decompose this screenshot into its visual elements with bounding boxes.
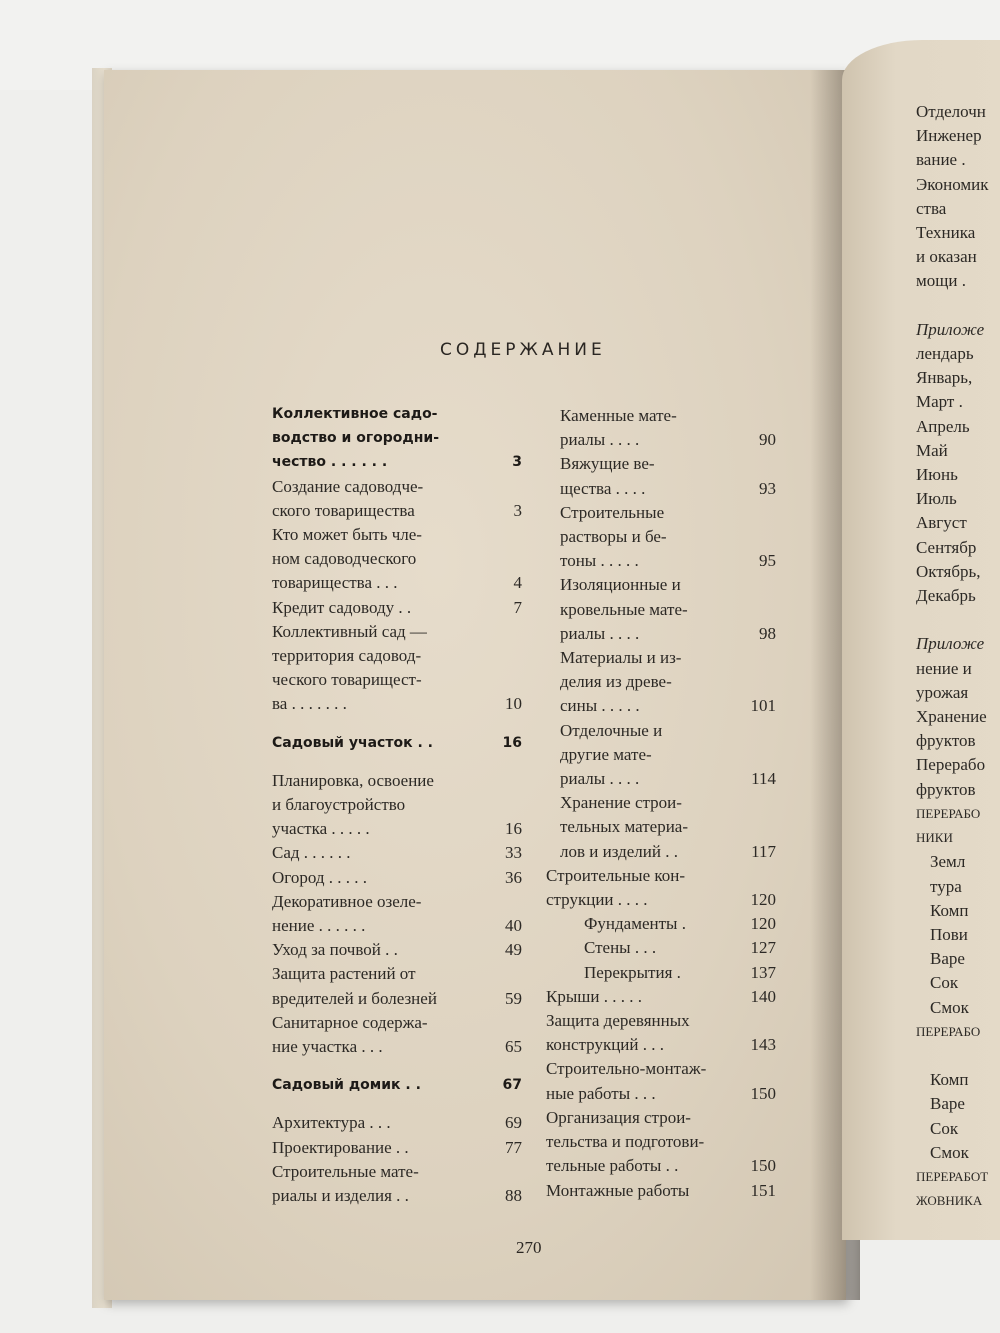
toc-entry-page: 7 (513, 597, 522, 617)
toc-entry-title: ные работы . . . (546, 1083, 656, 1103)
toc-entry (546, 743, 776, 767)
toc-entry (272, 1073, 522, 1097)
toc-entry-page: 16 (502, 734, 522, 751)
toc-entry-title: товарищества . . . (272, 573, 398, 593)
toc-entry-title: Крыши . . . . . (546, 986, 642, 1006)
toc-entry (272, 1136, 522, 1160)
toc-entry (546, 670, 776, 694)
toc-entry-page: 95 (759, 551, 776, 571)
toc-entry (272, 547, 522, 571)
toc-entry-title: территория садовод- (272, 646, 422, 666)
toc-entry-title: растворы и бе- (560, 527, 667, 547)
toc-entry (546, 477, 776, 501)
toc-entry-title: Отделочные и (560, 720, 663, 740)
toc-entry-page: 16 (505, 819, 522, 839)
toc-entry-page: 59 (505, 988, 522, 1008)
right-page-line: мощи . (916, 271, 966, 291)
toc-entry-title: Проектирование . . (272, 1137, 409, 1157)
toc-entry (546, 864, 776, 888)
toc-entry (272, 571, 522, 595)
right-page-line: тура (930, 876, 962, 896)
toc-entry-page: 3 (512, 454, 522, 471)
toc-entry (546, 1154, 776, 1178)
right-page-line: фруктов (916, 731, 976, 751)
toc-entry (272, 1160, 522, 1184)
toc-entry-title: Перекрытия . (584, 962, 681, 982)
right-page-line: и оказан (916, 247, 977, 267)
toc-entry (272, 1011, 522, 1035)
toc-entry (546, 936, 776, 960)
toc-entry-page: 151 (750, 1180, 776, 1200)
toc-entry (272, 1035, 522, 1059)
toc-entry (272, 890, 522, 914)
toc-entry (272, 769, 522, 793)
toc-entry (546, 646, 776, 670)
toc-entry-title: ческого товарищест- (272, 670, 422, 690)
toc-entry (546, 888, 776, 912)
right-page-line (916, 294, 1000, 318)
toc-entry (546, 791, 776, 815)
toc-entry-title: нение . . . . . . (272, 916, 366, 936)
toc-entry-page: 88 (505, 1186, 522, 1206)
right-page-line: урожая (916, 682, 969, 702)
page-heading: СОДЕРЖАНИЕ (440, 340, 606, 360)
toc-entry-title: сины . . . . . (560, 696, 640, 716)
right-page-line: Приложе (916, 634, 985, 654)
toc-entry (272, 475, 522, 499)
right-page-line: Сок (930, 1118, 959, 1138)
toc-entry-title: Защита растений от (272, 964, 416, 984)
toc-entry-page: 101 (750, 696, 776, 716)
right-page-line: вание . (916, 150, 966, 170)
toc-entry-title: участка . . . . . (272, 819, 370, 839)
right-page-line: Земл (930, 852, 966, 872)
toc-entry (546, 573, 776, 597)
toc-entry (546, 1106, 776, 1130)
page-number: 270 (516, 1238, 542, 1257)
toc-entry (546, 598, 776, 622)
toc-entry-page: 93 (759, 478, 776, 498)
right-page-line: Октябрь, (916, 561, 981, 581)
right-page-line: ПЕРЕРАБО (916, 805, 981, 821)
toc-entry-title: другие мате- (560, 744, 652, 764)
toc-entry-title: Коллективное садо- (272, 406, 438, 422)
toc-entry (272, 938, 522, 962)
toc-entry-page: 127 (750, 938, 776, 958)
right-page-line: Комп (930, 1070, 969, 1090)
toc-entry-title: Стены . . . (584, 938, 657, 958)
right-page-line: Приложе (916, 319, 985, 339)
toc-entry (272, 426, 522, 450)
toc-entry-title: Садовый домик . . (272, 1077, 421, 1094)
toc-entry-title: Организация строи- (546, 1107, 691, 1127)
toc-entry-title: Строительные кон- (546, 865, 686, 885)
toc-entry-title: ном садоводческого (272, 549, 417, 569)
toc-entry-page: 150 (750, 1156, 776, 1176)
toc-entry-title: Строительные мате- (272, 1161, 419, 1181)
toc-entry (272, 962, 522, 986)
toc-entry (546, 912, 776, 936)
toc-entry-title: Кредит садоводу . . (272, 597, 412, 617)
toc-entry-title: Фундаменты . (584, 914, 686, 934)
toc-entry-title: Садовый участок . . (272, 734, 433, 751)
toc-entry (272, 668, 522, 692)
toc-entry-title: кровельные мате- (560, 599, 688, 619)
toc-entry (546, 622, 776, 646)
toc-entry-title: ние участка . . . (272, 1037, 383, 1057)
right-page-line: Варе (930, 1094, 965, 1114)
toc-entry-page: 137 (750, 962, 776, 982)
toc-entry (546, 815, 776, 839)
toc-entry-title: ского товарищества (272, 500, 415, 520)
toc-entry (272, 731, 522, 755)
toc-entry-title: и благоустройство (272, 795, 406, 815)
toc-entry-title: Защита деревянных (546, 1011, 690, 1031)
right-page-line: Июль (916, 489, 957, 509)
right-page-line (916, 1044, 1000, 1068)
toc-entry-title: делия из древе- (560, 672, 672, 692)
toc-entry (272, 450, 522, 474)
right-page-line: Варе (930, 949, 965, 969)
toc-entry-page: 4 (513, 573, 522, 593)
toc-entry-title: Декоративное озеле- (272, 891, 422, 911)
toc-entry (272, 692, 522, 716)
toc-entry (272, 596, 522, 620)
toc-entry-title: Планировка, освоение (272, 770, 434, 790)
toc-entry (272, 817, 522, 841)
toc-entry-page: 120 (750, 890, 776, 910)
toc-spacer (272, 1097, 522, 1111)
toc-entry-title: тельства и подготови- (546, 1132, 705, 1152)
toc-entry-title: Коллективный сад — (272, 621, 427, 641)
right-page-line: Перерабо (916, 755, 986, 775)
right-page-line: Техника (916, 223, 976, 243)
toc-entry (272, 620, 522, 644)
right-page-line: фруктов (916, 779, 976, 799)
toc-entry (272, 841, 522, 865)
toc-entry (546, 549, 776, 573)
toc-entry-page: 98 (759, 623, 776, 643)
right-page-line: Отделочн (916, 102, 986, 121)
right-page-line: Комп (930, 900, 969, 920)
right-page-line: Январь, (916, 368, 973, 388)
toc-entry-page: 140 (750, 986, 776, 1006)
toc-entry (546, 1179, 776, 1203)
toc-entry (272, 644, 522, 668)
right-page-line: Март . (916, 392, 963, 412)
right-page-line: Сентябр (916, 537, 977, 557)
toc-entry (272, 1184, 522, 1208)
right-page-line: нение и (916, 658, 972, 678)
toc-entry (272, 793, 522, 817)
toc-entry-page: 36 (505, 867, 522, 887)
toc-entry (546, 1009, 776, 1033)
right-page-line: Инженер (916, 126, 982, 146)
toc-entry-page: 114 (751, 769, 776, 789)
toc-entry (546, 719, 776, 743)
toc-entry-title: риалы . . . . (560, 430, 640, 450)
toc-entry-title: конструкций . . . (546, 1035, 665, 1055)
toc-entry-title: вредителей и болезней (272, 988, 437, 1008)
toc-entry (272, 499, 522, 523)
right-page-line: Хранение (916, 707, 987, 727)
toc-entry-title: водство и огородни- (272, 430, 440, 447)
toc-entry (546, 428, 776, 452)
toc-entry (272, 987, 522, 1011)
toc-entry-title: риалы . . . . (560, 623, 640, 643)
toc-entry-title: Изоляционные и (560, 575, 681, 595)
toc-entry-page: 10 (505, 694, 522, 714)
toc-entry (546, 1033, 776, 1057)
toc-entry-title: риалы . . . . (560, 769, 640, 789)
toc-spacer (272, 717, 522, 731)
right-page-line: Смок (930, 1142, 969, 1162)
toc-entry-page: 49 (505, 940, 522, 960)
toc-entry-title: Каменные мате- (560, 406, 677, 425)
toc-entry-title: риалы и изделия . . (272, 1186, 409, 1206)
toc-entry (546, 1082, 776, 1106)
toc-entry (272, 1111, 522, 1135)
toc-spacer (272, 1059, 522, 1073)
toc-entry (272, 523, 522, 547)
toc-entry (546, 985, 776, 1009)
toc-entry-title: Уход за почвой . . (272, 940, 398, 960)
right-page-line: Декабрь (916, 586, 976, 606)
toc-entry-title: струкции . . . . (546, 890, 648, 910)
toc-entry-title: Огород . . . . . (272, 867, 367, 887)
toc-entry-title: Кто может быть чле- (272, 525, 422, 545)
right-page-line: ства (916, 198, 947, 218)
toc-entry-page: 143 (750, 1035, 776, 1055)
toc-entry-title: щества . . . . (560, 478, 646, 498)
toc-entry-page: 3 (513, 500, 522, 520)
toc-entry-title: чество . . . . . . (272, 454, 388, 471)
toc-entry-title: тельные работы . . (546, 1156, 679, 1176)
toc-entry-title: ва . . . . . . . (272, 694, 347, 714)
toc-entry-title: тельных материа- (560, 817, 689, 837)
right-page-line (916, 608, 1000, 632)
toc-entry-page: 67 (502, 1077, 522, 1094)
right-page-line: Смок (930, 997, 969, 1017)
toc-entry (546, 961, 776, 985)
right-page-line: НИКИ (916, 830, 953, 846)
toc-left-column (272, 402, 522, 1208)
toc-entry-title: Сад . . . . . . (272, 843, 351, 863)
toc-entry (546, 694, 776, 718)
toc-entry-page: 120 (750, 914, 776, 934)
right-page-line: Май (916, 440, 948, 460)
toc-entry-title: Строительно-монтаж- (546, 1059, 707, 1079)
toc-entry (546, 840, 776, 864)
toc-entry-page: 40 (505, 916, 522, 936)
toc-entry-page: 150 (750, 1083, 776, 1103)
toc-entry-title: Материалы и из- (560, 648, 682, 668)
toc-entry-title: лов и изделий . . (560, 841, 678, 861)
toc-entry (546, 525, 776, 549)
toc-entry-page: 33 (505, 843, 522, 863)
toc-entry-title: Вяжущие ве- (560, 454, 655, 474)
right-page-line: Август (916, 513, 967, 533)
toc-entry (546, 404, 776, 428)
toc-entry (546, 501, 776, 525)
toc-entry-page: 69 (505, 1113, 522, 1133)
toc-entry (546, 1130, 776, 1154)
toc-entry-page: 65 (505, 1037, 522, 1057)
toc-entry-title: Архитектура . . . (272, 1113, 391, 1133)
toc-entry-title: Создание садоводче- (272, 476, 424, 496)
toc-entry (546, 767, 776, 791)
right-page-line: Сок (930, 973, 959, 993)
right-page-line: лендарь (916, 344, 974, 364)
toc-entry (272, 402, 522, 426)
toc-entry-title: Хранение строи- (560, 793, 682, 813)
toc-entry (546, 452, 776, 476)
toc-entry (272, 866, 522, 890)
right-page-line: ПЕРЕРАБОТ (916, 1168, 989, 1184)
toc-entry (272, 914, 522, 938)
right-page-line: Пови (930, 924, 968, 944)
toc-spacer (272, 755, 522, 769)
toc-entry-title: Монтажные работы (546, 1180, 690, 1200)
toc-entry-page: 90 (759, 430, 776, 450)
toc-entry (546, 1057, 776, 1081)
right-page-line: Апрель (916, 416, 970, 436)
toc-entry-page: 117 (751, 841, 776, 861)
toc-entry-title: Санитарное содержа- (272, 1012, 428, 1032)
toc-entry-page: 77 (505, 1137, 522, 1157)
toc-entry-title: Строительные (560, 502, 665, 522)
right-page-line: Экономик (916, 174, 989, 194)
right-page-line: ЖОВНИКА (916, 1193, 983, 1209)
toc-middle-column (546, 404, 776, 1203)
toc-right-page-column (916, 100, 1000, 1213)
right-page-line: Июнь (916, 465, 958, 485)
right-page-line: ПЕРЕРАБО (916, 1023, 981, 1039)
toc-entry-title: тоны . . . . . (560, 551, 639, 571)
